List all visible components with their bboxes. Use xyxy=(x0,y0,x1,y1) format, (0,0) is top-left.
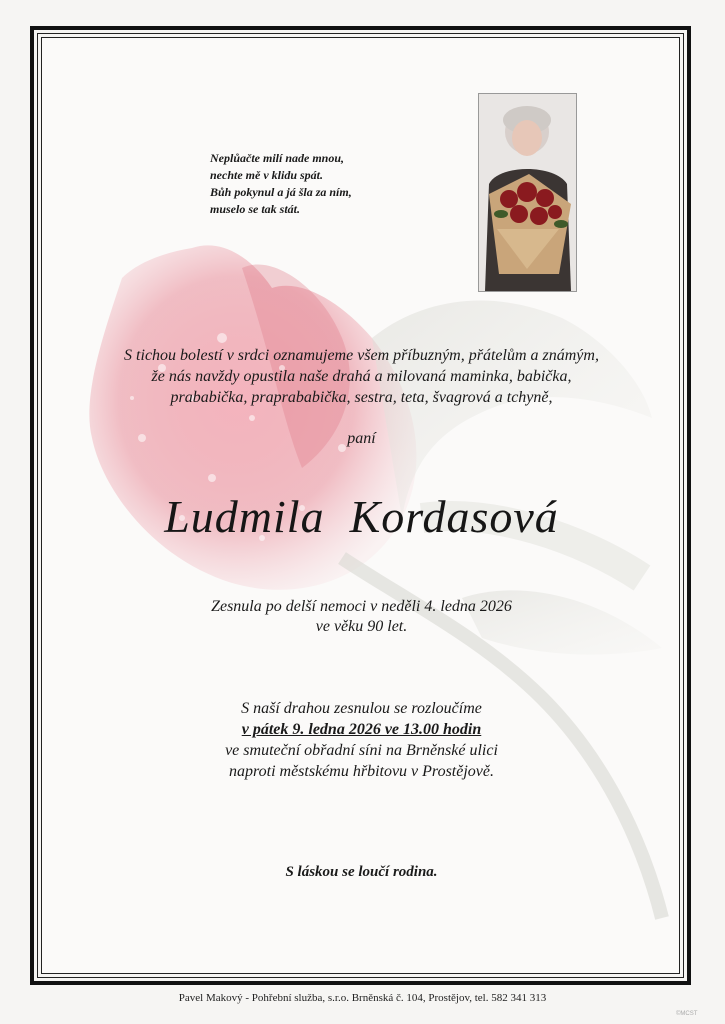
funeral-service-footer: Pavel Makový - Pohřební služba, s.r.o. Brněnská č. 104, Prostějov, tel. 582 341 313 xyxy=(178,992,547,1004)
poem-line: nechte mě v klidu spát. xyxy=(210,168,323,182)
death-date-line: Zesnula po delší nemoci v neděli 4. ledna 2026 xyxy=(211,598,512,615)
farewell-info xyxy=(42,698,680,782)
parte-card xyxy=(41,37,680,974)
death-notice xyxy=(42,597,680,637)
announcement-line: S tichou bolestí v srdci oznamujeme všem příbuzným, přátelům a známým, xyxy=(124,347,599,364)
farewell-line: S naší drahou zesnulou se rozloučíme xyxy=(241,700,482,717)
announcement-line: prababička, praprababička, sestra, teta, švagrová a tchyně, xyxy=(170,389,553,406)
title-pani: paní xyxy=(347,430,376,447)
age-line: ve věku 90 let. xyxy=(315,618,408,635)
closing-signature: S láskou se loučí rodina. xyxy=(285,864,438,880)
poem xyxy=(210,150,430,218)
portrait-photo xyxy=(478,93,577,292)
ceremony-datetime: v pátek 9. ledna 2026 ve 13.00 hodin xyxy=(241,721,482,738)
deceased-name: Ludmila Kordasová xyxy=(164,491,559,542)
watermark: ©MCST xyxy=(676,1011,698,1017)
announcement xyxy=(42,345,680,408)
poem-line: Neplůačte milí nade mnou, xyxy=(210,151,345,165)
ceremony-place: ve smuteční obřadní síni na Brněnské ulici xyxy=(225,742,498,759)
poem-line: Bůh pokynul a já šla za ním, xyxy=(210,185,352,199)
poem-line: muselo se tak stát. xyxy=(210,202,301,216)
announcement-line: že nás navždy opustila naše drahá a milovaná maminka, babička, xyxy=(151,368,572,385)
ceremony-place-detail: naproti městskému hřbitovu v Prostějově. xyxy=(229,763,494,780)
